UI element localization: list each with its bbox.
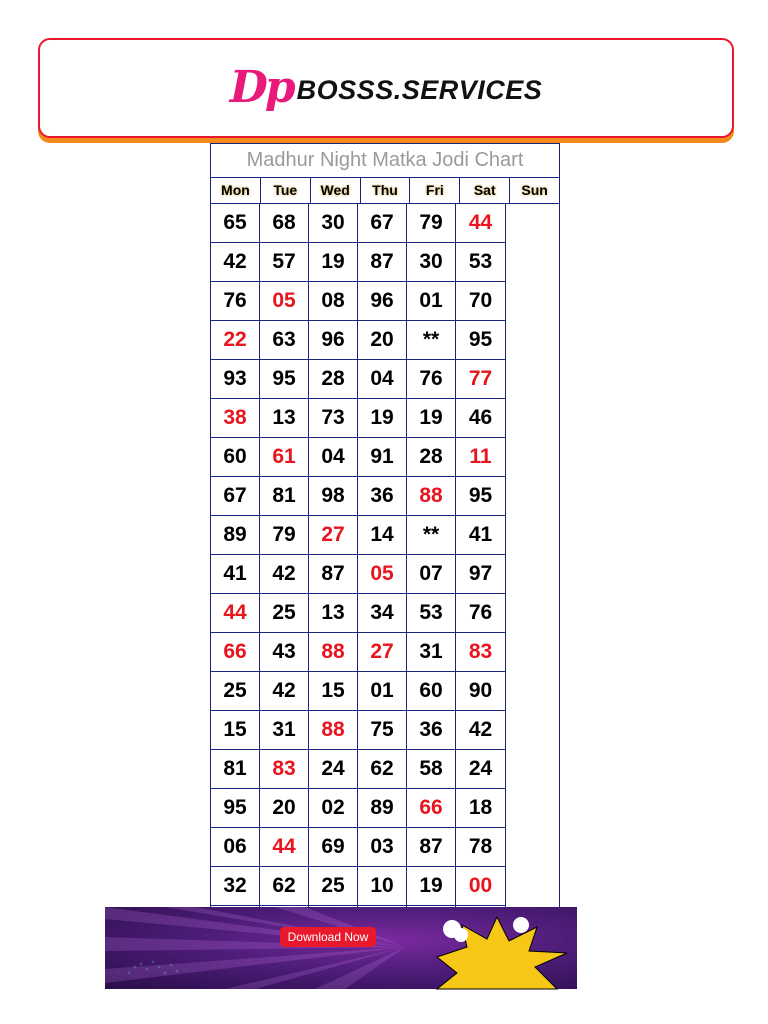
jodi-cell: 83 bbox=[468, 640, 493, 663]
jodi-cell: 42 bbox=[260, 555, 309, 593]
jodi-cell: 88 bbox=[309, 711, 358, 749]
jodi-cell: ** bbox=[407, 321, 456, 359]
day-header-mon: Mon bbox=[211, 178, 261, 203]
jodi-cell: 76 bbox=[407, 360, 456, 398]
day-header-thu: Thu bbox=[361, 178, 411, 203]
jodi-cell: 66 bbox=[211, 633, 260, 671]
jodi-cell: 44 bbox=[211, 594, 260, 632]
jodi-cell: 05 bbox=[358, 555, 407, 593]
jodi-cell: ** bbox=[407, 516, 456, 554]
jodi-cell: 70 bbox=[468, 289, 493, 312]
jodi-cell: 31 bbox=[260, 711, 309, 749]
table-row bbox=[211, 477, 505, 516]
jodi-cell: 24 bbox=[309, 750, 358, 788]
jodi-cell: 34 bbox=[358, 594, 407, 632]
jodi-cell: 30 bbox=[309, 204, 358, 242]
jodi-cell: 97 bbox=[468, 562, 493, 585]
table-row bbox=[211, 789, 505, 828]
jodi-cell: 65 bbox=[211, 204, 260, 242]
jodi-cell: 28 bbox=[309, 360, 358, 398]
logo-mark: Dp bbox=[229, 62, 293, 113]
jodi-cell: 02 bbox=[309, 789, 358, 827]
jodi-cell: 00 bbox=[468, 874, 493, 897]
jodi-cell: 30 bbox=[407, 243, 456, 281]
jodi-cell: 78 bbox=[468, 835, 493, 858]
jodi-cell: 81 bbox=[260, 477, 309, 515]
table-row bbox=[211, 360, 505, 399]
jodi-cell: 07 bbox=[407, 555, 456, 593]
jodi-cell: 44 bbox=[260, 828, 309, 866]
jodi-cell: 32 bbox=[211, 867, 260, 905]
jodi-cell: 83 bbox=[260, 750, 309, 788]
day-header-sat: Sat bbox=[460, 178, 510, 203]
jodi-cell: 42 bbox=[468, 718, 493, 741]
site-logo[interactable] bbox=[229, 62, 543, 113]
jodi-cell: 22 bbox=[211, 321, 260, 359]
jodi-cell: 62 bbox=[260, 867, 309, 905]
jodi-cell: 15 bbox=[211, 711, 260, 749]
jodi-cell: 14 bbox=[358, 516, 407, 554]
jodi-cell: 36 bbox=[407, 711, 456, 749]
jodi-cell: 77 bbox=[468, 367, 493, 390]
jodi-cell: 04 bbox=[358, 360, 407, 398]
jodi-cell: 19 bbox=[309, 243, 358, 281]
day-header-sun: Sun bbox=[521, 182, 548, 198]
jodi-cell: 19 bbox=[358, 399, 407, 437]
jodi-cell: 28 bbox=[407, 438, 456, 476]
jodi-cell: 93 bbox=[211, 360, 260, 398]
jodi-cell: 08 bbox=[309, 282, 358, 320]
sunday-column bbox=[505, 204, 555, 924]
jodi-cell: 87 bbox=[309, 555, 358, 593]
jodi-cell: 18 bbox=[468, 796, 493, 819]
jodi-cell: 81 bbox=[211, 750, 260, 788]
jodi-cell: 69 bbox=[309, 828, 358, 866]
jodi-cell: 67 bbox=[211, 477, 260, 515]
jodi-cell: 24 bbox=[468, 757, 493, 780]
jodi-cell: 58 bbox=[407, 750, 456, 788]
chart-title: Madhur Night Matka Jodi Chart bbox=[211, 144, 559, 178]
jodi-cell: 67 bbox=[358, 204, 407, 242]
jodi-cell: 38 bbox=[211, 399, 260, 437]
jodi-cell: 46 bbox=[468, 406, 493, 429]
jodi-cell: 53 bbox=[407, 594, 456, 632]
jodi-cell: 96 bbox=[309, 321, 358, 359]
jodi-cell: 15 bbox=[309, 672, 358, 710]
jodi-cell: 25 bbox=[211, 672, 260, 710]
day-header-fri: Fri bbox=[410, 178, 460, 203]
jodi-cell: 89 bbox=[358, 789, 407, 827]
jodi-cell: 57 bbox=[260, 243, 309, 281]
day-header-tue: Tue bbox=[261, 178, 311, 203]
jodi-cell: 62 bbox=[358, 750, 407, 788]
jodi-cell: 44 bbox=[468, 211, 493, 234]
jodi-cell: 98 bbox=[309, 477, 358, 515]
jodi-cell: 31 bbox=[407, 633, 456, 671]
table-row bbox=[211, 633, 505, 672]
jodi-cell: 36 bbox=[358, 477, 407, 515]
jodi-cell: 19 bbox=[407, 399, 456, 437]
jodi-cell: 20 bbox=[260, 789, 309, 827]
jodi-cell: 91 bbox=[358, 438, 407, 476]
jodi-cell: 01 bbox=[407, 282, 456, 320]
table-row bbox=[211, 243, 505, 282]
jodi-cell: 66 bbox=[407, 789, 456, 827]
table-row bbox=[211, 594, 505, 633]
table-row bbox=[211, 867, 505, 906]
comic-burst-icon bbox=[417, 907, 577, 989]
jodi-cell: 87 bbox=[358, 243, 407, 281]
jodi-cell: 43 bbox=[260, 633, 309, 671]
jodi-chart-table bbox=[210, 143, 560, 925]
jodi-cell: 76 bbox=[468, 601, 493, 624]
jodi-cell: 88 bbox=[407, 477, 456, 515]
download-now-button[interactable]: Download Now bbox=[280, 927, 376, 947]
jodi-cell: 87 bbox=[407, 828, 456, 866]
jodi-cell: 41 bbox=[211, 555, 260, 593]
chart-body bbox=[211, 204, 505, 924]
jodi-cell: 79 bbox=[260, 516, 309, 554]
jodi-cell: 01 bbox=[358, 672, 407, 710]
jodi-cell: 95 bbox=[468, 484, 493, 507]
jodi-cell: 95 bbox=[468, 328, 493, 351]
jodi-cell: 73 bbox=[309, 399, 358, 437]
jodi-cell: 88 bbox=[309, 633, 358, 671]
table-row bbox=[211, 516, 505, 555]
jodi-cell: 63 bbox=[260, 321, 309, 359]
table-row bbox=[211, 321, 505, 360]
jodi-cell: 27 bbox=[309, 516, 358, 554]
jodi-cell: 96 bbox=[358, 282, 407, 320]
jodi-cell: 76 bbox=[211, 282, 260, 320]
jodi-cell: 68 bbox=[260, 204, 309, 242]
jodi-cell: 13 bbox=[260, 399, 309, 437]
jodi-cell: 61 bbox=[260, 438, 309, 476]
jodi-cell: 06 bbox=[211, 828, 260, 866]
jodi-cell: 90 bbox=[468, 679, 493, 702]
table-row bbox=[211, 438, 505, 477]
jodi-cell: 25 bbox=[309, 867, 358, 905]
table-row bbox=[211, 750, 505, 789]
logo-text: BOSSS.SERVICES bbox=[296, 75, 543, 105]
site-header bbox=[38, 38, 734, 138]
table-row bbox=[211, 555, 505, 594]
day-header-wed: Wed bbox=[311, 178, 361, 203]
table-row bbox=[211, 672, 505, 711]
jodi-cell: 60 bbox=[211, 438, 260, 476]
jodi-cell: 19 bbox=[407, 867, 456, 905]
table-row bbox=[211, 399, 505, 438]
jodi-cell: 53 bbox=[468, 250, 493, 273]
day-header-row bbox=[211, 178, 559, 204]
jodi-cell: 10 bbox=[358, 867, 407, 905]
jodi-cell: 89 bbox=[211, 516, 260, 554]
table-row bbox=[211, 711, 505, 750]
jodi-cell: 13 bbox=[309, 594, 358, 632]
jodi-cell: 95 bbox=[211, 789, 260, 827]
table-row bbox=[211, 828, 505, 867]
jodi-cell: 03 bbox=[358, 828, 407, 866]
jodi-cell: 42 bbox=[260, 672, 309, 710]
jodi-cell: 95 bbox=[260, 360, 309, 398]
jodi-cell: 11 bbox=[469, 445, 492, 468]
jodi-cell: 25 bbox=[260, 594, 309, 632]
jodi-cell: 60 bbox=[407, 672, 456, 710]
ad-banner[interactable] bbox=[105, 907, 577, 989]
jodi-cell: 05 bbox=[260, 282, 309, 320]
jodi-cell: 75 bbox=[358, 711, 407, 749]
table-row bbox=[211, 204, 505, 243]
jodi-cell: 42 bbox=[211, 243, 260, 281]
jodi-cell: 04 bbox=[309, 438, 358, 476]
jodi-cell: 79 bbox=[407, 204, 456, 242]
jodi-cell: 41 bbox=[468, 523, 493, 546]
jodi-cell: 27 bbox=[358, 633, 407, 671]
table-row bbox=[211, 282, 505, 321]
jodi-cell: 20 bbox=[358, 321, 407, 359]
